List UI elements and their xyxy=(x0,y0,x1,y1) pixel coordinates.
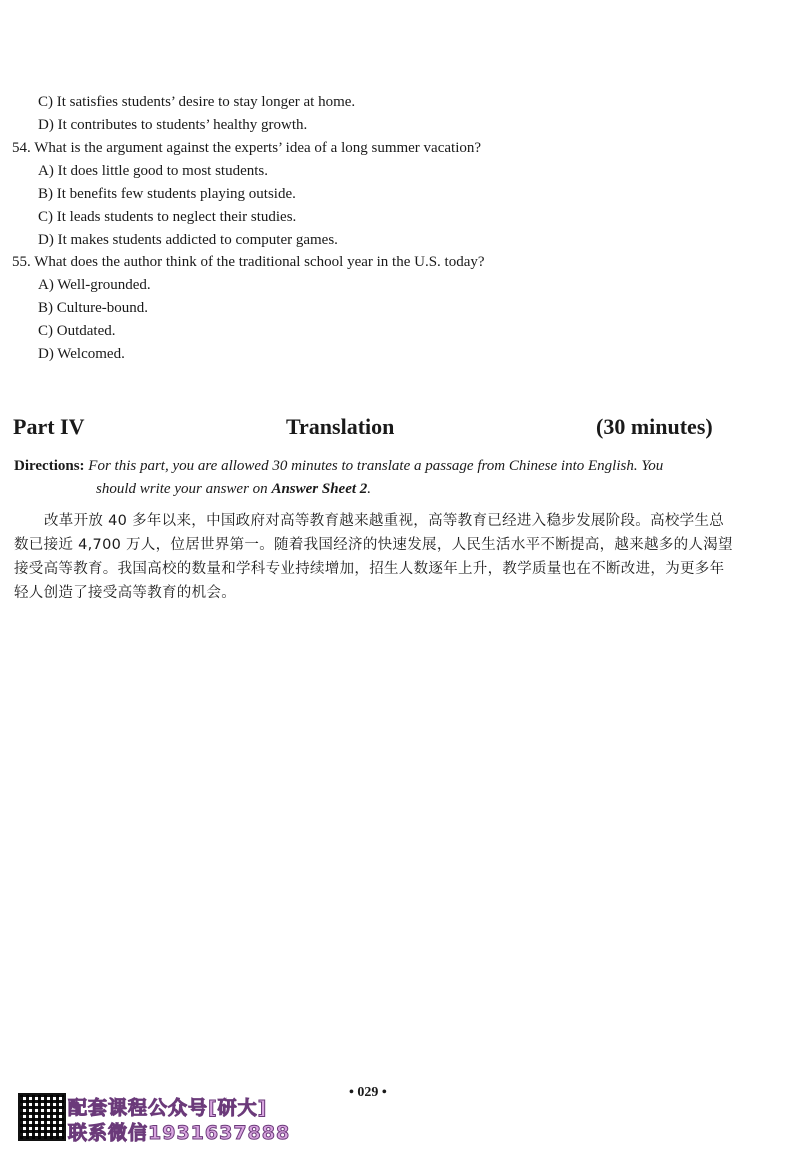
footer-watermark xyxy=(18,1093,318,1143)
q55-option-b: B) Culture-bound. xyxy=(38,300,148,316)
promo-line-1: 配套课程公众号[研大] xyxy=(68,1097,268,1119)
time-limit: (30 minutes) xyxy=(596,414,713,439)
question-54: 54. What is the argument against the experts’ idea of a long summer vacation? xyxy=(12,140,482,156)
q54-option-c: C) It leads students to neglect their studies. xyxy=(38,209,297,225)
answer-sheet-ref: Answer Sheet 2 xyxy=(271,481,368,497)
directions-text-2: should write your answer on xyxy=(96,481,272,497)
part-label: Part IV xyxy=(13,414,85,439)
q55-option-c: C) Outdated. xyxy=(38,323,116,339)
q54-option-a: A) It does little good to most students. xyxy=(38,163,268,179)
directions xyxy=(14,455,736,501)
question-55: 55. What does the author think of the traditional school year in the U.S. today? xyxy=(12,254,485,270)
directions-text-1: For this part, you are allowed 30 minutes to translate a passage from Chinese into English. You xyxy=(88,458,664,474)
translation-passage: 改革开放 40 多年以来，中国政府对高等教育越来越重视，高等教育已经进入稳步发展阶段。高校学生总数已接近 4,700 万人，位居世界第一。随着我国经济的快速发展，人民生活水平不断提高，越来越多的人渴望接受高等教育。我国高校的数量和学科专业持续增加，招生人数逐年上升，教学质量也在不断改进，为更多年轻人创造了接受高等教育的机会。 xyxy=(14,513,733,601)
qr-code-icon xyxy=(18,1093,66,1141)
q53-option-d: D) It contributes to students’ healthy growth. xyxy=(38,117,308,133)
promo-line-2: 联系微信1931637888 xyxy=(68,1122,291,1144)
page-number: • 029 • xyxy=(349,1085,387,1100)
directions-end: . xyxy=(367,481,372,497)
q55-option-d: D) Welcomed. xyxy=(38,346,125,362)
directions-lead: Directions: xyxy=(14,458,85,474)
q54-option-b: B) It benefits few students playing outside. xyxy=(38,186,296,202)
q55-option-a: A) Well-grounded. xyxy=(38,277,151,293)
q54-option-d: D) It makes students addicted to computer games. xyxy=(38,232,338,248)
section-title: Translation xyxy=(286,414,395,439)
q53-option-c: C) It satisfies students’ desire to stay longer at home. xyxy=(38,94,356,110)
